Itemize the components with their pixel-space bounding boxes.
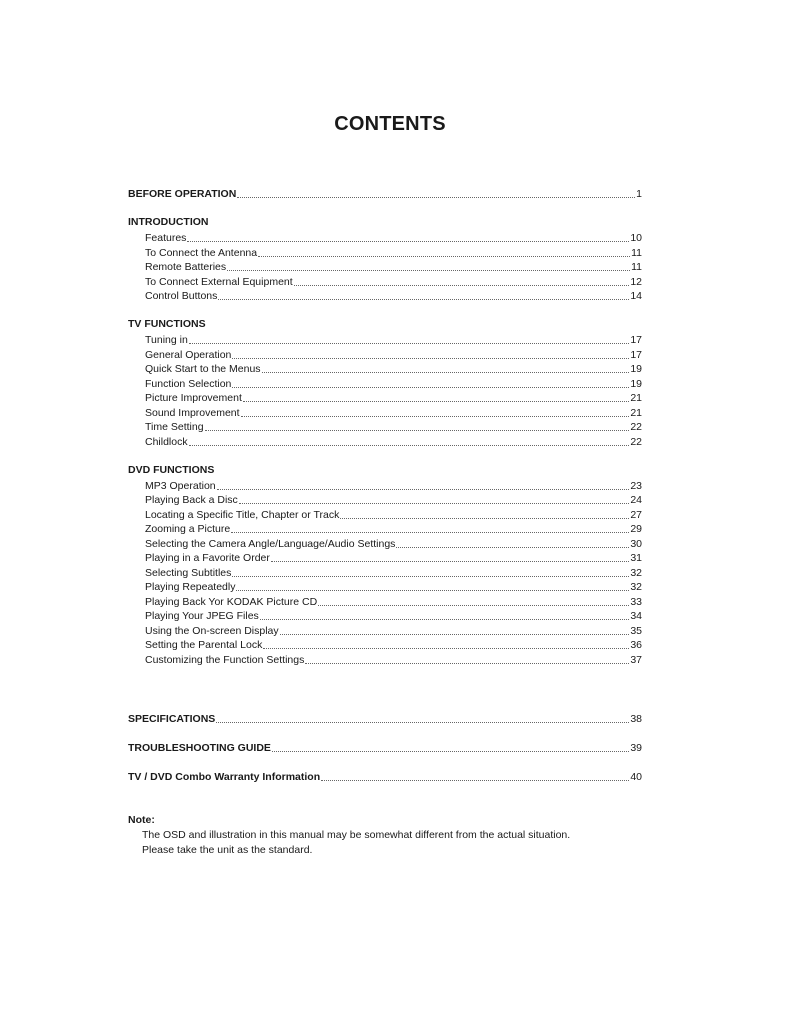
toc-entry-label: Childlock xyxy=(145,436,188,448)
leader-dots xyxy=(236,580,629,591)
leader-dots xyxy=(232,377,629,388)
toc-page-number: 10 xyxy=(630,232,642,244)
toc-entry-label: Locating a Specific Title, Chapter or Track xyxy=(145,509,340,521)
leader-dots xyxy=(205,420,630,431)
toc-page-number: 33 xyxy=(630,596,642,608)
toc-entry-label: Zooming a Picture xyxy=(145,523,231,535)
note-line: Please take the unit as the standard. xyxy=(142,844,313,856)
toc-page-number: 19 xyxy=(630,363,642,375)
leader-dots xyxy=(189,435,630,446)
toc-entry[interactable] xyxy=(145,478,642,492)
toc-page-number: 32 xyxy=(630,581,642,593)
toc-entry-label: To Connect the Antenna xyxy=(145,247,258,259)
toc-entry-before-operation[interactable] xyxy=(128,186,642,200)
toc-page-number: 11 xyxy=(631,247,642,259)
toc-entry-label: Playing Your JPEG Files xyxy=(145,610,259,622)
toc-entry-label: Selecting the Camera Angle/Language/Audio Settings xyxy=(145,538,396,550)
toc-entry[interactable] xyxy=(145,507,642,521)
toc-entry[interactable] xyxy=(145,405,642,419)
leader-dots xyxy=(227,260,630,271)
leader-dots xyxy=(262,362,630,373)
toc-entry[interactable] xyxy=(145,434,642,448)
leader-dots xyxy=(187,231,629,242)
toc-entry-label: Playing in a Favorite Order xyxy=(145,552,270,564)
toc-entry-label: BEFORE OPERATION xyxy=(128,188,237,200)
toc-entry-label: Time Setting xyxy=(145,421,204,433)
leader-dots xyxy=(217,479,630,490)
toc-page-number: 32 xyxy=(630,567,642,579)
toc-page-number: 39 xyxy=(630,742,642,754)
toc-entry-label: Control Buttons xyxy=(145,290,218,302)
section-heading-tv-functions: TV FUNCTIONS xyxy=(128,318,206,330)
leader-dots xyxy=(231,522,629,533)
toc-page-number: 40 xyxy=(630,771,642,783)
toc-entry-label: Playing Back Yor KODAK Picture CD xyxy=(145,596,318,608)
toc-entry-label: SPECIFICATIONS xyxy=(128,713,216,725)
toc-page-number: 17 xyxy=(630,334,642,346)
leader-dots xyxy=(260,609,630,620)
toc-entry-label: Playing Repeatedly xyxy=(145,581,236,593)
toc-entry[interactable] xyxy=(145,652,642,666)
leader-dots xyxy=(340,508,629,519)
toc-page-number: 31 xyxy=(630,552,642,564)
toc-entry-label: To Connect External Equipment xyxy=(145,276,293,288)
toc-page-number: 27 xyxy=(630,509,642,521)
toc-entry[interactable] xyxy=(145,288,642,302)
toc-entry[interactable] xyxy=(145,332,642,346)
toc-entry[interactable] xyxy=(145,536,642,550)
leader-dots xyxy=(263,638,629,649)
leader-dots xyxy=(305,653,629,664)
leader-dots xyxy=(241,406,630,417)
note-heading: Note: xyxy=(128,814,155,826)
toc-entry[interactable] xyxy=(145,419,642,433)
toc-entry-label: Playing Back a Disc xyxy=(145,494,238,506)
toc-entry[interactable] xyxy=(145,259,642,273)
toc-entry-label: Picture Improvement xyxy=(145,392,242,404)
toc-entry[interactable] xyxy=(145,594,642,608)
toc-entry[interactable] xyxy=(145,579,642,593)
toc-entry[interactable] xyxy=(145,637,642,651)
toc-entry[interactable] xyxy=(145,274,642,288)
toc-entry-label: Selecting Subtitles xyxy=(145,567,232,579)
toc-page-number: 38 xyxy=(630,713,642,725)
toc-page-number: 1 xyxy=(636,188,642,200)
toc-entry-label: Features xyxy=(145,232,187,244)
toc-entry-label: TROUBLESHOOTING GUIDE xyxy=(128,742,271,754)
leader-dots xyxy=(189,333,630,344)
toc-entry-label: Function Selection xyxy=(145,378,232,390)
toc-entry-label: TV / DVD Combo Warranty Information xyxy=(128,771,321,783)
toc-entry-label: General Operation xyxy=(145,349,232,361)
leader-dots xyxy=(272,741,629,752)
toc-entry-label: Tuning in xyxy=(145,334,188,346)
toc-entry[interactable] xyxy=(145,623,642,637)
toc-page-number: 34 xyxy=(630,610,642,622)
note-line: The OSD and illustration in this manual may be somewhat different from the actual situation. xyxy=(142,829,571,841)
toc-entry[interactable] xyxy=(145,492,642,506)
leader-dots xyxy=(321,770,629,781)
toc-entry-label: Customizing the Function Settings xyxy=(145,654,305,666)
toc-entry[interactable] xyxy=(145,608,642,622)
toc-entry[interactable] xyxy=(145,565,642,579)
leader-dots xyxy=(216,712,629,723)
toc-entry[interactable] xyxy=(145,550,642,564)
toc-entry-warranty[interactable] xyxy=(128,769,642,783)
toc-page-number: 11 xyxy=(631,261,642,273)
toc-entry-troubleshooting[interactable] xyxy=(128,740,642,754)
toc-page-number: 30 xyxy=(630,538,642,550)
toc-entry-label: Sound Improvement xyxy=(145,407,240,419)
toc-page-number: 22 xyxy=(630,421,642,433)
toc-entry-label: Remote Batteries xyxy=(145,261,227,273)
toc-entry-label: Quick Start to the Menus xyxy=(145,363,261,375)
leader-dots xyxy=(396,537,629,548)
toc-page-number: 36 xyxy=(630,639,642,651)
leader-dots xyxy=(237,187,635,198)
toc-entry-label: Setting the Parental Lock xyxy=(145,639,263,651)
leader-dots xyxy=(258,246,630,257)
leader-dots xyxy=(318,595,629,606)
toc-page-number: 37 xyxy=(630,654,642,666)
section-heading-introduction: INTRODUCTION xyxy=(128,216,209,228)
section-heading-dvd-functions: DVD FUNCTIONS xyxy=(128,464,215,476)
toc-entry[interactable] xyxy=(145,245,642,259)
toc-entry[interactable] xyxy=(145,390,642,404)
page-title: CONTENTS xyxy=(334,113,446,135)
toc-page-number: 24 xyxy=(630,494,642,506)
toc-entry-label: Using the On-screen Display xyxy=(145,625,279,637)
toc-page-number: 12 xyxy=(630,276,642,288)
toc-entry[interactable] xyxy=(145,521,642,535)
toc-entry[interactable] xyxy=(145,376,642,390)
toc-entry-specifications[interactable] xyxy=(128,711,642,725)
leader-dots xyxy=(243,391,629,402)
toc-page-number: 19 xyxy=(630,378,642,390)
toc-page-number: 21 xyxy=(630,407,642,419)
leader-dots xyxy=(239,493,630,504)
toc-entry[interactable] xyxy=(145,347,642,361)
toc-entry[interactable] xyxy=(145,230,642,244)
toc-page-number: 35 xyxy=(630,625,642,637)
leader-dots xyxy=(218,289,629,300)
toc-entry[interactable] xyxy=(145,361,642,375)
toc-entry-label: MP3 Operation xyxy=(145,480,216,492)
leader-dots xyxy=(294,275,630,286)
toc-page-number: 29 xyxy=(630,523,642,535)
leader-dots xyxy=(280,624,630,635)
toc-page-number: 22 xyxy=(630,436,642,448)
toc-page-number: 17 xyxy=(630,349,642,361)
toc-page-number: 14 xyxy=(630,290,642,302)
leader-dots xyxy=(271,551,629,562)
toc-page-number: 21 xyxy=(630,392,642,404)
leader-dots xyxy=(232,566,629,577)
toc-page-number: 23 xyxy=(630,480,642,492)
leader-dots xyxy=(232,348,629,359)
